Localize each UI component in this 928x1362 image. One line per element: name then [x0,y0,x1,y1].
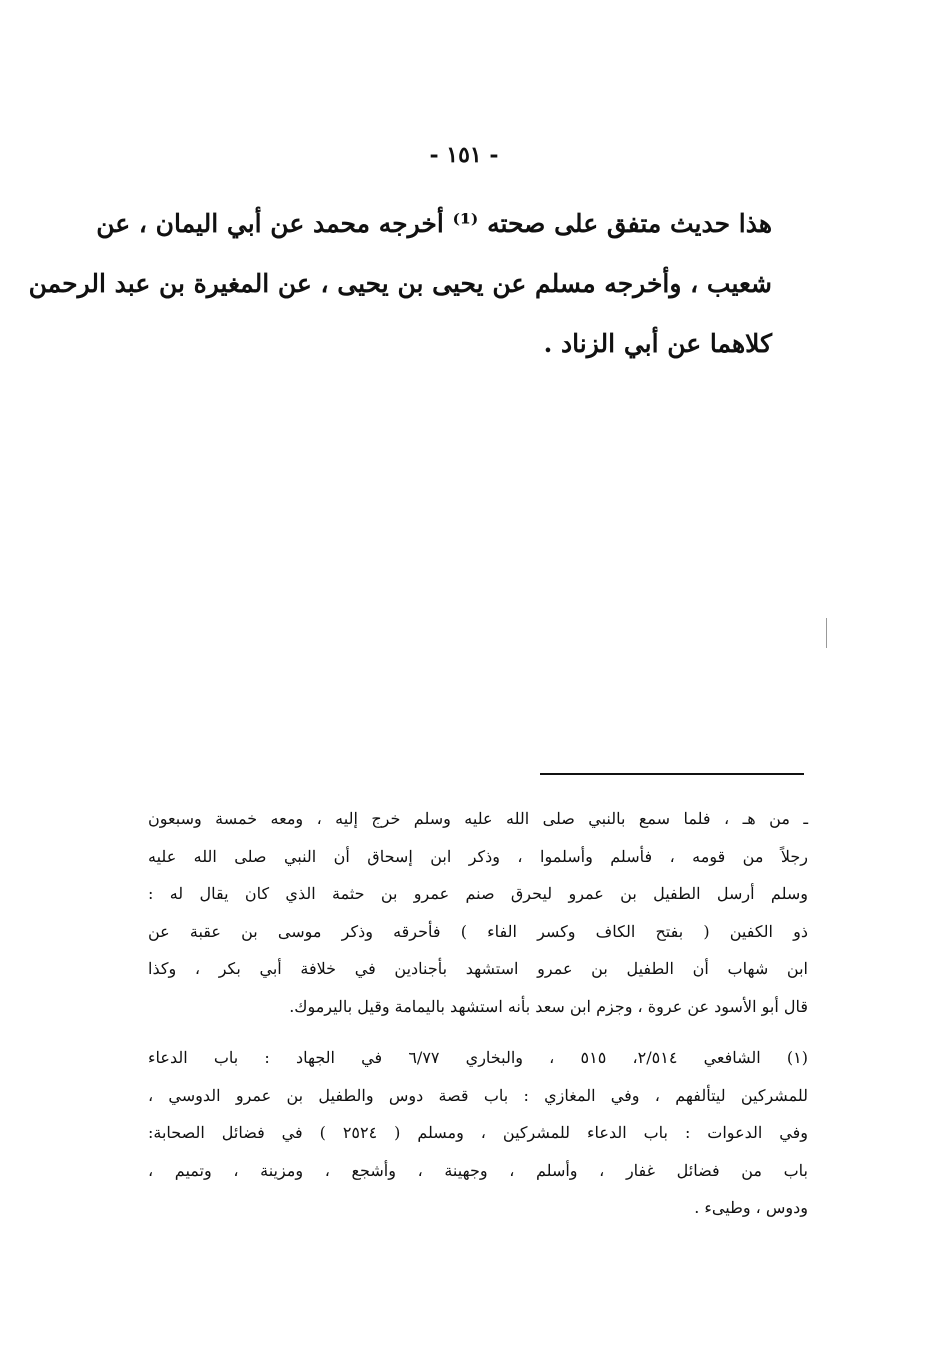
footnote-line: ـ من هـ ، فلما سمع بالنبي صلى الله عليه وسلم خرج إليه ، ومعه خمسة وسبعون [148,809,808,828]
margin-mark [826,618,827,648]
footnote-1 [148,1039,808,1227]
footnote-line: باب من فضائل غفار ، وأسلم ، وجهينة ، وأشجع ، ومزينة ، وتميم ، [148,1160,808,1180]
footnote-line: للمشركين ليتألفهم ، وفي المغازي : باب قصة دوس والطفيل بن عمرو الدوسي ، [148,1085,808,1105]
footnote-continuation [148,800,808,1025]
footnote-line: ودوس ، وطيىء . [694,1198,808,1217]
main-text-line: كلاهما عن أبي الزناد . [543,329,772,358]
main-text-line: شعيب ، وأخرجه مسلم عن يحيى بن يحيى ، عن المغيرة بن عبد الرحمن [28,269,772,298]
footnote-line: ابن شهاب أن الطفيل بن عمرو استشهد بأجنادين في خلافة أبي بكر ، وكذا [148,959,808,978]
footnote-line: وفي الدعوات : باب الدعاء للمشركين ، ومسلم ( ٢٥٢٤ ) في فضائل الصحابة: [148,1123,808,1142]
footnote-line: ذو الكفين ( بفتح الكاف وكسر الفاء ) فأحرقه وذكر موسى بن عقبة عن [148,921,808,941]
footnote-line: قال أبو الأسود عن عروة ، وجزم ابن سعد بأنه استشهد باليمامة وقيل باليرموك. [289,996,808,1016]
footnotes [148,800,808,1227]
footnote-line: رجلاً من قومه ، فأسلم وأسلموا ، وذكر ابن إسحاق أن النبي صلى الله عليه [148,846,808,866]
footnote-line: (١) الشافعي ٢/٥١٤، ٥١٥ ، والبخاري ٦/٧٧ في الجهاد : باب الدعاء [148,1048,809,1067]
main-text [28,194,772,374]
main-text-line: هذا حديث متفق على صحته ⁽¹⁾ أخرجه محمد عن أبي اليمان ، عن [96,209,772,238]
footnote-line: وسلم أرسل الطفيل بن عمرو ليحرق صنم عمرو بن حثمة الذي كان يقال له : [148,884,808,903]
page-number: - ١٥١ - [429,142,499,168]
footnote-divider [540,773,804,775]
